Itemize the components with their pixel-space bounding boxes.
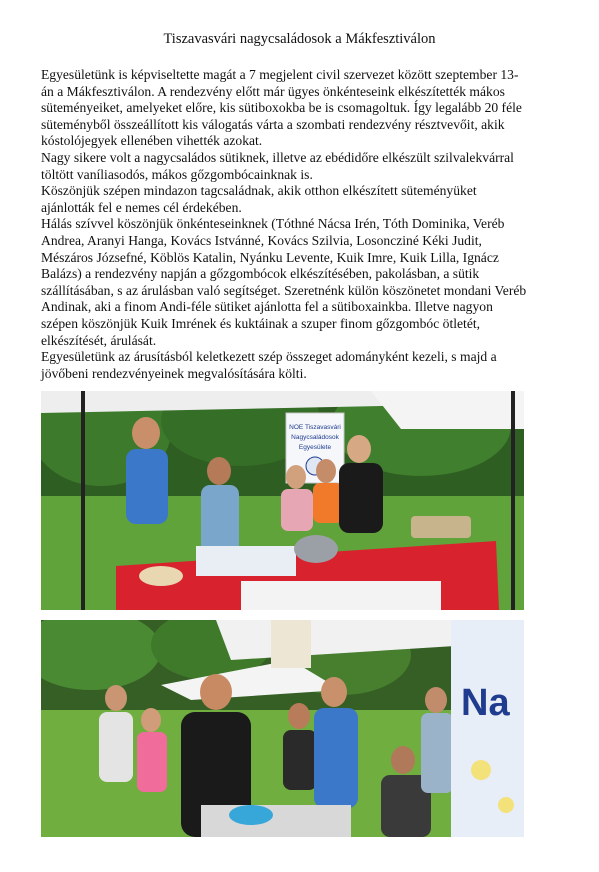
svg-text:Nagycsaládosok: Nagycsaládosok — [291, 434, 339, 441]
photo-stall-volunteers — [41, 391, 524, 610]
page-title: Tiszavasvári nagycsaládosok a Mákfesztiválon — [163, 31, 436, 47]
paragraph-donation: Egyesületünk az árusításból keletkezett szép összeget adományként kezeli, s majd a jövőbeni rendezvényeinek megvalósítására költi. — [41, 349, 497, 381]
article-body — [41, 67, 529, 382]
svg-text:NOE Tiszavasvári: NOE Tiszavasvári — [289, 424, 341, 431]
paragraph-success: Nagy sikere volt a nagycsaládos sütiknek, illetve az ebédidőre elkészült szilvalekvárral töltött vaníliasodós, mákos gőzgombócainknak is. — [41, 149, 514, 182]
svg-text:Egyesülete: Egyesülete — [298, 444, 332, 451]
paragraph-thanks-volunteers: Hálás szívvel köszönjük önkénteseinknek (Tóthné Nácsa Irén, Tóth Dominika, Veréb Andrea, Aranyi Hanga, Kovács Istvánné, Kovács Szilvia, Losoncziné Kéki Judit, Mészáros Józsefné, Köblös Katalin, Nyánku Levente, Kuik Imre, Kuik Lilla, Ignácz Balázs) a rendezvény napján a gőzgombócok elkészítésében, pakolásban, a sütik szállításában, s az árulásban való segítséget. Szeretnénk külön köszönetet mondani Veréb Andinak, aki a finom Andi-féle sütiket ajánlotta fel a sütiboxainkba. Illetve nagyon szépen köszönjük Kuik Imrének és kuktáinak a szuper finom gőzgombóc ötletét, elkészítését, árulását. — [41, 216, 527, 348]
paragraph-thanks-families: Köszönjük szépen mindazon tagcsaládnak, akik otthon elkészített süteményüket ajánlották fel e nemes cél érdekében. — [41, 183, 477, 215]
paragraph-intro: Egyesületünk is képviseltette magát a 7 megjelent civil szervezet között szeptember 13-án a Mákfesztiválon. A rendezvény előtt már ügyes önkénteseink elkészítették mákos süteményeiket, amelyeket előre, kis sütiboxokba be is csomagoltuk. Így legalább 20 féle süteményből összeállított kis válogatás várta a szombati rendezvény résztvevőit, akik kóstolójegyek ellenében vihették azokat. — [41, 67, 522, 149]
photo-serving-food — [41, 620, 524, 837]
banner-letters: Na — [461, 682, 510, 724]
